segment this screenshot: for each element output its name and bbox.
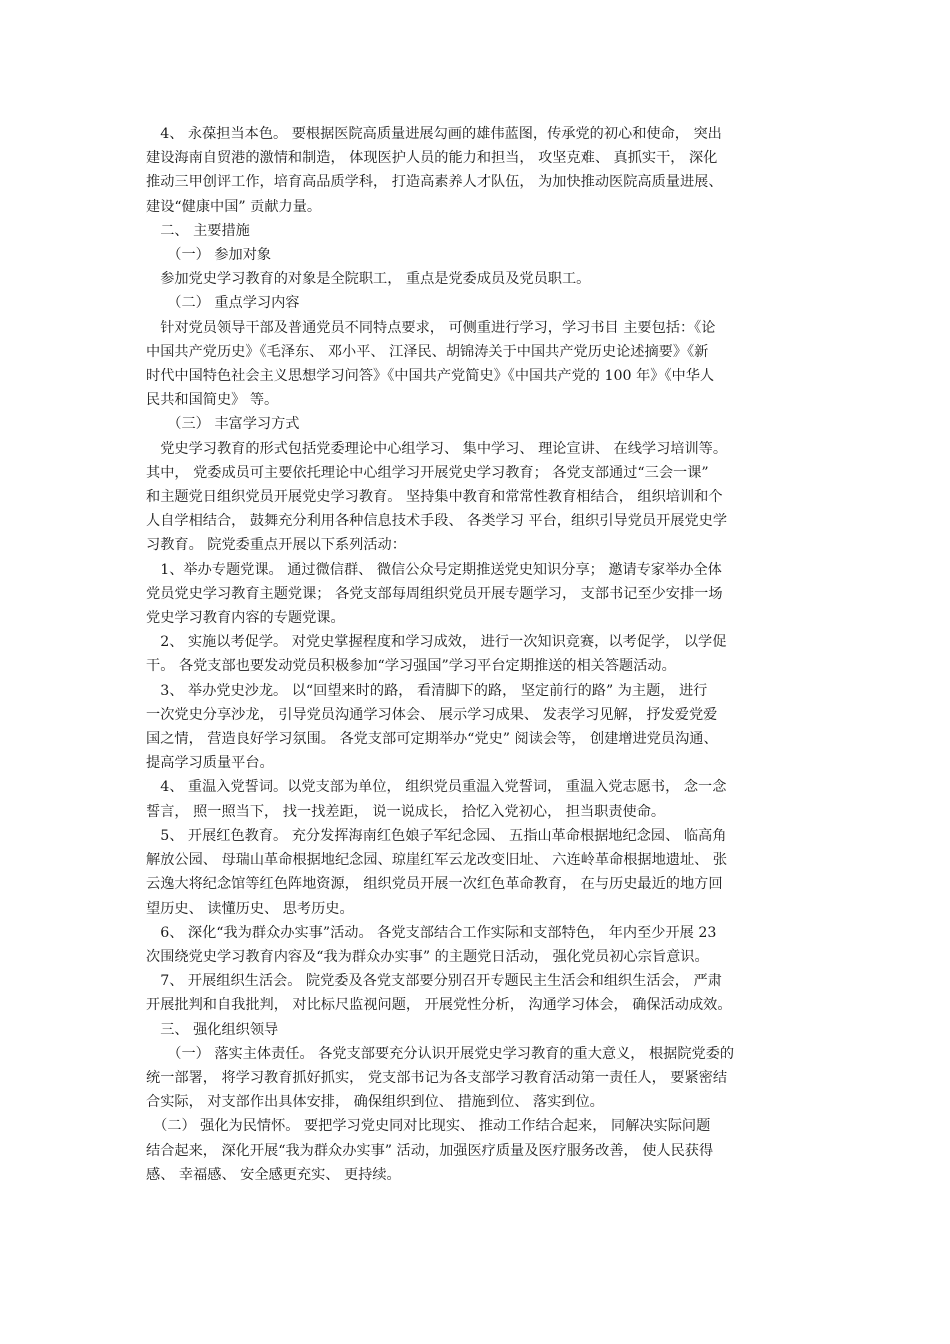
paragraph xyxy=(146,291,812,315)
paragraph xyxy=(146,1114,812,1187)
paragraph xyxy=(146,775,812,823)
text-line: 一次党史分享沙龙， 引导党员沟通学习体会、 展示学习成果、 发表学习见解， 抒发爱党爱 xyxy=(146,706,718,723)
paragraph xyxy=(146,437,812,558)
text-line: 党史学习教育内容的专题党课。 xyxy=(146,610,345,627)
paragraph xyxy=(146,921,812,969)
text-line: 针对党员领导干部及普通党员不同特点要求， 可侧重进行学习，学习书目 主要包括：《论 xyxy=(146,319,716,336)
text-line: 誓言， 照一照当下， 找一找差距， 说一说成长， 拾忆入党初心， 担当职责使命。 xyxy=(146,803,666,820)
text-line: 4、 重温入党誓词。以党支部为单位， 组织党员重温入党誓词， 重温入党志愿书， 念一念 xyxy=(146,779,727,796)
text-line: 党史学习教育的形式包括党委理论中心组学习、 集中学习、 理论宣讲、 在线学习培训等。 xyxy=(146,440,728,457)
text-line: （一） 落实主体责任。 各党支部要充分认识开展党史学习教育的重大意义， 根据院党委的 xyxy=(146,1045,735,1062)
text-line: 和主题党日组织党员开展党史学习教育。 坚持集中教育和常常性教育相结合， 组织培训和个 xyxy=(146,489,723,506)
text-line: 望历史、 读懂历史、 思考历史。 xyxy=(146,900,354,917)
text-line: 人自学相结合， 鼓舞充分利用各种信息技术手段、 各类学习 平台，组织引导党员开展党史学 xyxy=(146,513,728,530)
text-line: 民共和国简史》 等。 xyxy=(146,392,279,409)
text-line: 建设“健康中国” 贡献力量。 xyxy=(146,198,322,215)
text-line: 建设海南自贸港的激情和制造， 体现医护人员的能力和担当， 攻坚克难、 真抓实干， 深化 xyxy=(146,150,718,167)
text-line: 合实际， 对支部作出具体安排， 确保组织到位、 措施到位、 落实到位。 xyxy=(146,1094,604,1111)
text-line: 时代中国特色社会主义思想学习问答》《中国共产党简史》《中国共产党的 100 年》《中华人 xyxy=(146,368,715,385)
paragraph xyxy=(146,219,812,243)
paragraph xyxy=(146,316,812,413)
text-line: （二） 强化为民情怀。 要把学习党史同对比现实、 推动工作结合起来， 同解决实际问题 xyxy=(146,1118,711,1135)
text-line: 推动三甲创评工作，培育高品质学科， 打造高素养人才队伍， 为加快推动医院高质量进展、 xyxy=(146,174,723,191)
text-line: 解放公园、 母瑞山革命根据地纪念园、琼崖红军云龙改变旧址、 六连岭革命根据地遗址、 张 xyxy=(146,852,728,869)
document-page xyxy=(146,122,812,1187)
paragraph xyxy=(146,267,812,291)
text-line: 二、 主要措施 xyxy=(146,222,250,239)
text-line: 感、 幸福感、 安全感更充实、 更持续。 xyxy=(146,1166,401,1183)
text-line: 干。 各党支部也要发动党员积极参加“学习强国”学习平台定期推送的相关答题活动。 xyxy=(146,658,676,675)
text-line: （一） 参加对象 xyxy=(146,247,272,264)
text-line: 1、举办专题党课。 通过微信群、 微信公众号定期推送党史知识分享； 邀请专家举办全体 xyxy=(146,561,722,578)
text-line: 参加党史学习教育的对象是全院职工， 重点是党委成员及党员职工。 xyxy=(146,271,591,288)
paragraph xyxy=(146,679,812,776)
text-line: 中国共产党历史》《毛泽东、 邓小平、 江泽民、胡锦涛关于中国共产党历史论述摘要》《新 xyxy=(146,343,709,360)
text-line: 国之情， 营造良好学习氛围。 各党支部可定期举办“党史” 阅读会等， 创建增进党员沟通、 xyxy=(146,731,718,748)
paragraph xyxy=(146,824,812,921)
text-line: 3、 举办党史沙龙。 以“回望来时的路， 看清脚下的路， 坚定前行的路” 为主题， 进行 xyxy=(146,682,708,699)
text-line: （三） 丰富学习方式 xyxy=(146,416,300,433)
text-line: 7、 开展组织生活会。 院党委及各党支部要分别召开专题民主生活会和组织生活会， 严肃 xyxy=(146,973,722,990)
paragraph xyxy=(146,412,812,436)
paragraph xyxy=(146,1042,812,1115)
text-line: 云逸大将纪念馆等红色阵地资源， 组织党员开展一次红色革命教育， 在与历史最近的地方回 xyxy=(146,876,723,893)
text-line: 4、 永葆担当本色。 要根据医院高质量进展勾画的雄伟蓝图，传承党的初心和使命， 突出 xyxy=(146,126,722,142)
paragraph xyxy=(146,630,812,678)
text-line: 统一部署， 将学习教育抓好抓实， 党支部书记为各支部学习教育活动第一责任人， 要紧密结 xyxy=(146,1069,728,1086)
text-line: 习教育。 院党委重点开展以下系列活动： xyxy=(146,537,406,554)
text-line: 次围绕党史学习教育内容及“我为群众办实事” 的主题党日活动， 强化党员初心宗旨意识。 xyxy=(146,948,709,965)
paragraph xyxy=(146,1018,812,1042)
text-line: 6、 深化“我为群众办实事”活动。 各党支部结合工作实际和支部特色， 年内至少开展 23 xyxy=(146,924,717,941)
text-line: （二） 重点学习内容 xyxy=(146,295,300,312)
text-line: 结合起来， 深化开展“我为群众办实事” 活动，加强医疗质量及医疗服务改善， 使人民获得 xyxy=(146,1142,714,1159)
text-line: 开展批判和自我批判， 对比标尺监视问题， 开展党性分析， 沟通学习体会， 确保活动成效。 xyxy=(146,997,732,1014)
text-line: 提高学习质量平台。 xyxy=(146,755,274,772)
text-line: 三、 强化组织领导 xyxy=(146,1021,279,1038)
paragraph xyxy=(146,122,812,219)
text-line: 其中， 党委成员可主要依托理论中心组学习开展党史学习教育； 各党支部通过“三会一课” xyxy=(146,464,709,481)
text-line: 2、 实施以考促学。 对党史掌握程度和学习成效， 进行一次知识竞赛，以考促学， 以学促 xyxy=(146,634,727,651)
paragraph xyxy=(146,969,812,1017)
text-line: 党员党史学习教育主题党课； 各党支部每周组织党员开展专题学习， 支部书记至少安排一场 xyxy=(146,585,723,602)
paragraph xyxy=(146,558,812,631)
paragraph xyxy=(146,243,812,267)
text-line: 5、 开展红色教育。 充分发挥海南红色娘子军纪念园、 五指山革命根据地纪念园、 临高角 xyxy=(146,827,727,844)
